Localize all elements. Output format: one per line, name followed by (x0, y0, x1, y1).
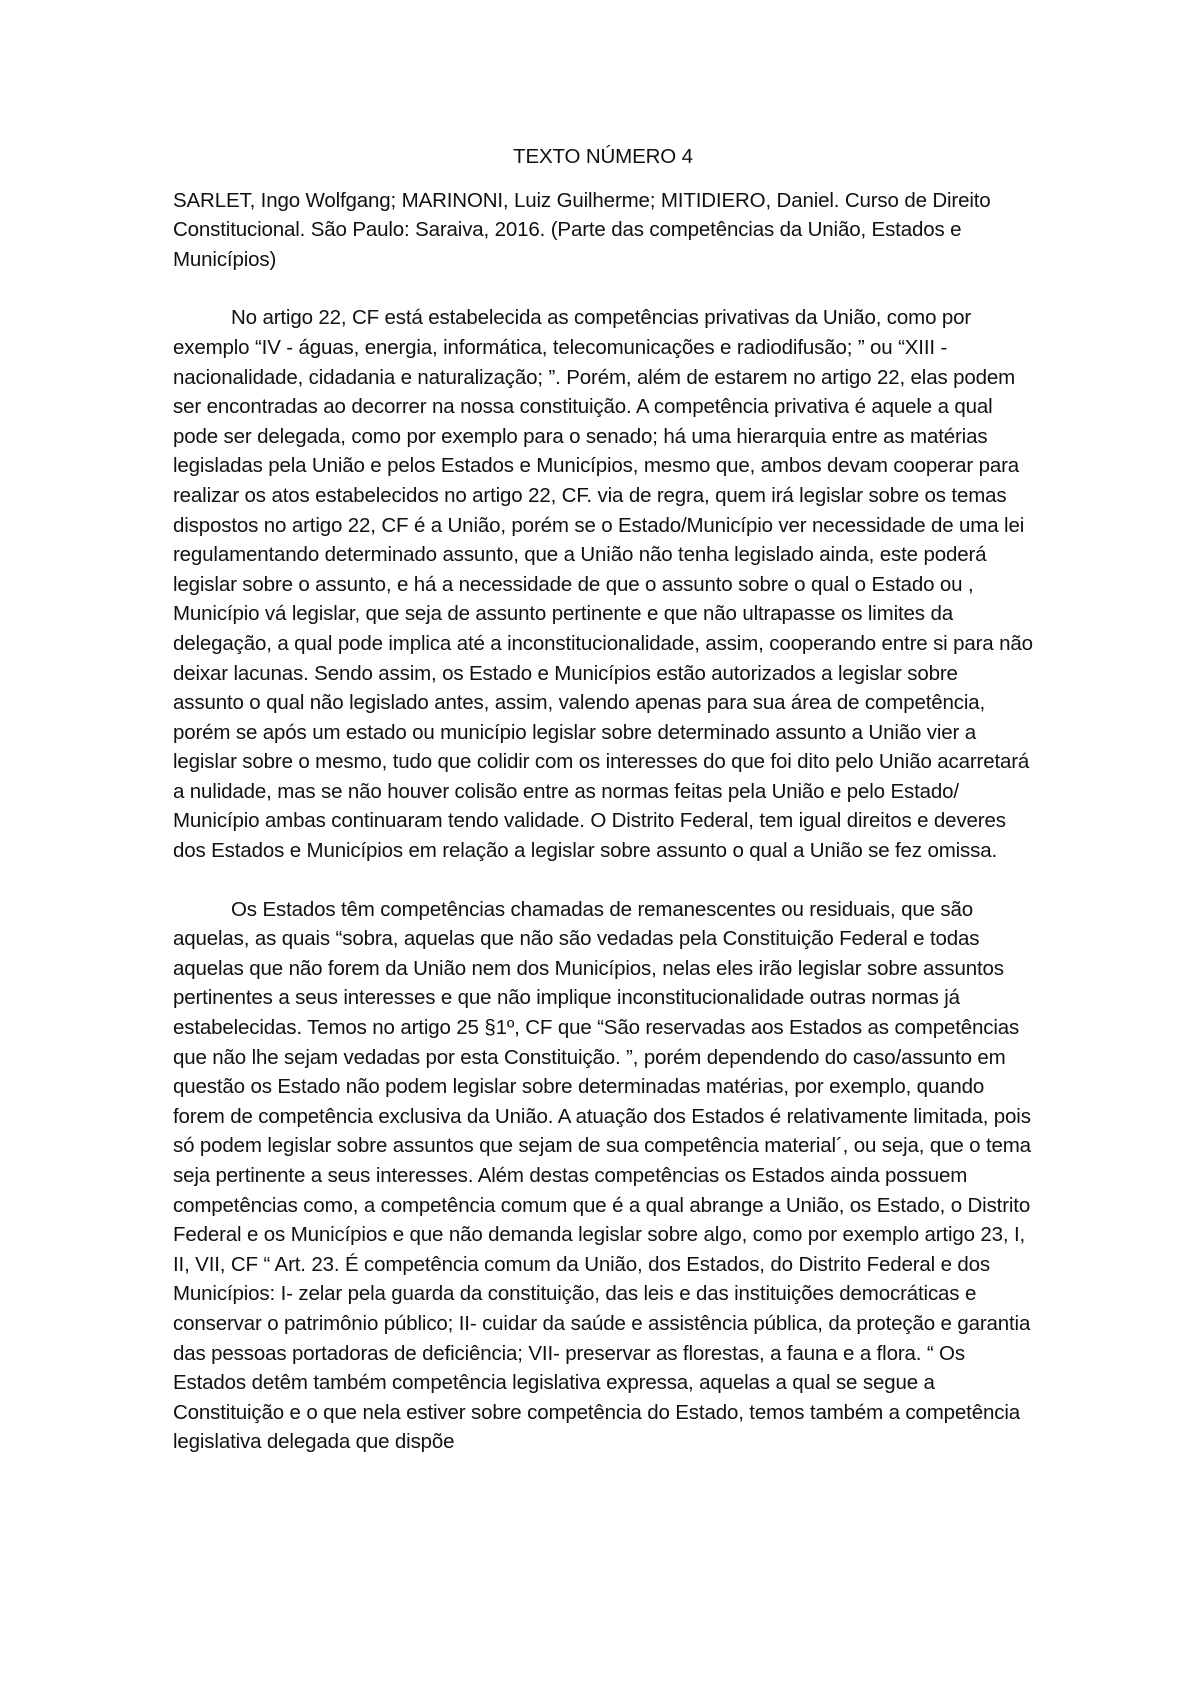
paragraph-state-competences: Os Estados têm competências chamadas de remanescentes ou residuais, que são aquelas, as quais “sobra, aquelas que não são vedadas pela Constituição Federal e todas aquelas que não forem da União nem dos Municípios, nelas eles irão legislar sobre assuntos pertinentes a seus interesses e que não implique inconstitucionalidade outras normas já estabelecidas. Temos no artigo 25 §1º, CF que “São reservadas aos Estados as competências que não lhe sejam vedadas por esta Constituição. ”, porém dependendo do caso/assunto em questão os Estado não podem legislar sobre determinadas matérias, por exemplo, quando forem de competência exclusiva da União. A atuação dos Estados é relativamente limitada, pois só podem legislar sobre assuntos que sejam de sua competência material´, ou seja, que o tema seja pertinente a seus interesses. Além destas competências os Estados ainda possuem competências como, a competência comum que é a qual abrange a União, os Estado, o Distrito Federal e os Municípios e que não demanda legislar sobre algo, como por exemplo artigo 23, I, II, VII, CF “ Art. 23. É competência comum da União, dos Estados, do Distrito Federal e dos Municípios: I- zelar pela guarda da constituição, das leis e das instituições democráticas e conservar o patrimônio público; II- cuidar da saúde e assistência pública, da proteção e garantia das pessoas portadoras de deficiência; VII- preservar as florestas, a fauna e a flora. “ Os Estados detêm também competência legislativa expressa, aquelas a qual se segue a Constituição e o que nela estiver sobre competência do Estado, temos também a competência legislativa delegada que dispõe (173, 897, 1031, 1454)
paragraph-private-competences: No artigo 22, CF está estabelecida as competências privativas da União, como por exemplo “IV - águas, energia, informática, telecomunicações e radiodifusão; ” ou “XIII - nacionalidade, cidadania e naturalização; ”. Porém, além de estarem no artigo 22, elas podem ser encontradas ao decorrer na nossa constituição. A competência privativa é aquele a qual pode ser delegada, como por exemplo para o senado; há uma hierarquia entre as matérias legisladas pela União e pelos Estados e Municípios, mesmo que, ambos devam cooperar para realizar os atos estabelecidos no artigo 22, CF. via de regra, quem irá legislar sobre os temas dispostos no artigo 22, CF é a União, porém se o Estado/Município ver necessidade de uma lei regulamentando determinado assunto, que a União não tenha legislado ainda, este poderá legislar sobre o assunto, e há a necessidade de que o assunto sobre o qual o Estado ou , Município vá legislar, que seja de assunto pertinente e que não ultrapasse os limites da delegação, a qual pode implica até a inconstitucionalidade, assim, cooperando entre si para não deixar lacunas. Sendo assim, os Estado e Municípios estão autorizados a legislar sobre assunto o qual não legislado antes, assim, valendo apenas para sua área de competência, porém se após um estado ou município legislar sobre determinado assunto a União vier a legislar sobre o mesmo, tudo que colidir com os interesses do que foi dito pelo União acarretará a nulidade, mas se não houver colisão entre as normas feitas pela União e pelo Estado/ Município ambas continuaram tendo validade. O Distrito Federal, tem igual direitos e deveres dos Estados e Municípios em relação a legislar sobre assunto o qual a União se fez omissa. (173, 306, 1033, 863)
document-title: TEXTO NÚMERO 4 (513, 145, 693, 168)
bibliographic-reference: SARLET, Ingo Wolfgang; MARINONI, Luiz Guilherme; MITIDIERO, Daniel. Curso de Direito Constitucional. São Paulo: Saraiva, 2016. (Parte das competências da União, Estados e Municípios) (173, 188, 991, 271)
document-content (173, 142, 1033, 1457)
